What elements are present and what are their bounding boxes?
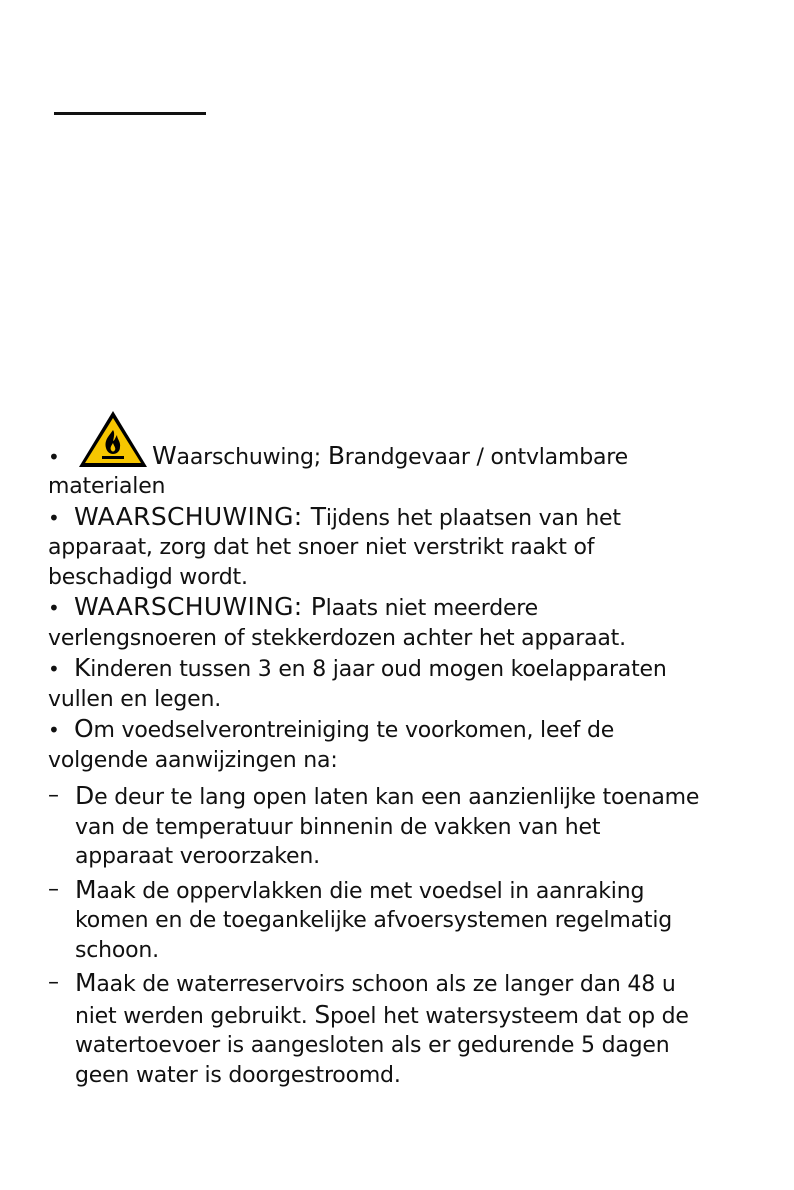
item-text-2: randgevaar / ontvlambare	[344, 444, 628, 470]
bullet-dot: •	[48, 657, 60, 681]
safety-warnings-section	[48, 400, 768, 1090]
item-continuation: geen water is doorgestroomd.	[75, 1062, 401, 1088]
item-continuation-2: poel het watersysteem dat op de	[330, 1003, 689, 1029]
item-text: inderen tussen 3 en 8 jaar oud mogen koelapparaten	[90, 657, 667, 682]
item-lead-letter-2: B	[327, 440, 345, 470]
item-lead-letter: D	[75, 781, 95, 810]
item-text: aak de waterreservoirs schoon als ze langer dan 48 u	[96, 972, 676, 997]
item-continuation: apparaat, zorg dat het snoer niet verstrikt raakt of	[48, 535, 595, 560]
bullet-dot: •	[48, 505, 60, 530]
item-continuation: van de temperatuur binnenin de vakken van het	[75, 814, 601, 840]
item-lead-letter: W	[152, 440, 177, 470]
item-lead-letter: O	[74, 714, 94, 743]
dash-marker: –	[48, 876, 59, 902]
dash-item-clean-surfaces	[48, 875, 768, 966]
item-continuation: komen en de toegankelijke afvoersystemen regelmatig	[75, 908, 673, 933]
bullet-item-cord-warning	[48, 502, 768, 593]
item-lead-letter: P	[310, 592, 326, 621]
bullet-dot: •	[48, 596, 60, 620]
bullet-item-flammable	[48, 400, 768, 502]
item-continuation: beschadigd wordt.	[48, 564, 248, 590]
item-text: m voedselverontreiniging te voorkomen, leef de	[93, 718, 615, 743]
item-text: aak de oppervlakken die met voedsel in aanraking	[96, 878, 645, 904]
item-lead-letter: T	[310, 501, 326, 531]
item-continuation: schoon.	[75, 937, 159, 963]
dash-marker: –	[48, 970, 59, 995]
item-continuation: niet werden gebruikt.	[75, 1003, 315, 1029]
item-text: ijdens het plaatsen van het	[325, 505, 621, 531]
dash-item-door	[48, 781, 768, 872]
dash-marker: –	[48, 783, 59, 808]
bullet-dot: •	[48, 718, 60, 742]
item-continuation: watertoevoer is aangesloten als er gedurende 5 dagen	[75, 1033, 670, 1058]
item-text: laats niet meerdere	[325, 596, 538, 621]
flammable-warning-icon	[76, 408, 150, 470]
bullet-item-extension-warning	[48, 592, 768, 653]
item-text: e deur te lang open laten kan een aanzienlijke toename	[94, 785, 700, 810]
bullet-item-children	[48, 653, 768, 714]
item-continuation: materialen	[48, 474, 166, 499]
item-lead-letter: M	[75, 968, 97, 997]
item-continuation: verlengsnoeren of stekkerdozen achter het apparaat.	[48, 625, 626, 651]
item-continuation: volgende aanwijzingen na:	[48, 747, 338, 773]
dash-item-water-reservoirs	[48, 968, 768, 1090]
bullet-item-food-contamination	[48, 714, 768, 775]
warning-label: WAARSCHUWING:	[74, 592, 311, 621]
item-lead-letter-2: S	[314, 999, 331, 1029]
item-continuation: vullen en legen.	[48, 686, 222, 712]
item-continuation: apparaat veroorzaken.	[75, 844, 320, 869]
warning-label: WAARSCHUWING:	[74, 501, 311, 531]
item-text: aarschuwing;	[176, 444, 328, 470]
item-lead-letter: M	[75, 874, 97, 904]
top-rule-divider	[54, 112, 206, 115]
item-lead-letter: K	[74, 653, 91, 682]
bullet-dot: •	[48, 444, 60, 469]
